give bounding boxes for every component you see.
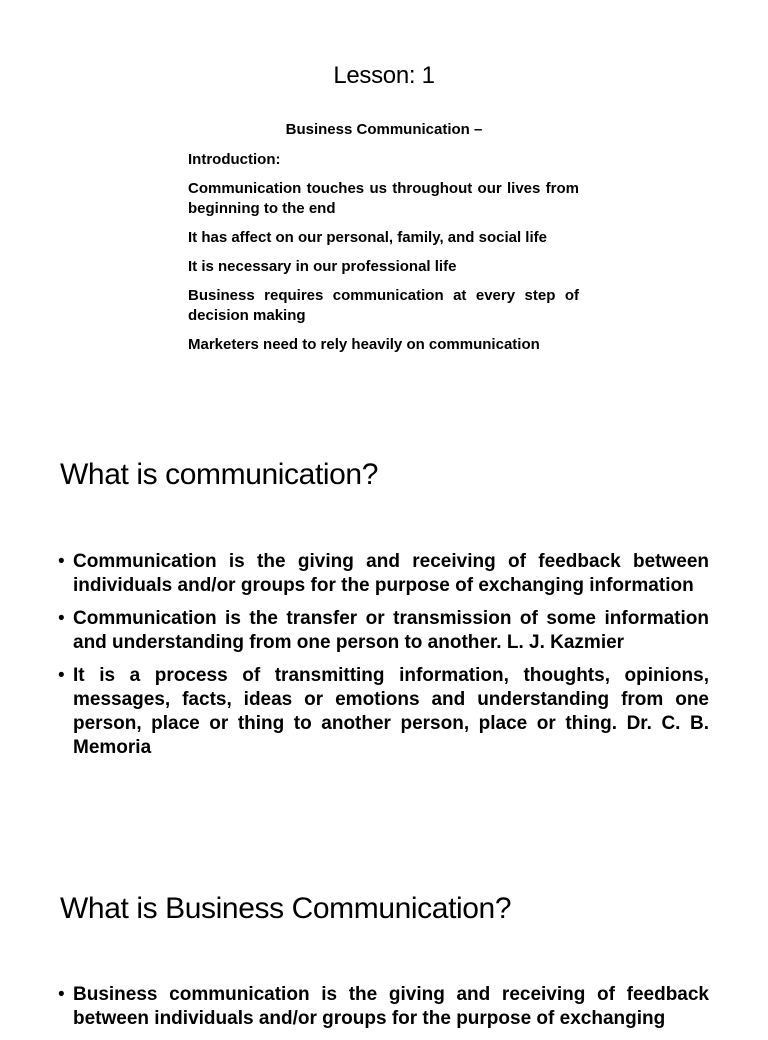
- intro-paragraph: Communication touches us throughout our lives from beginning to the end: [188, 180, 579, 217]
- definition-list: [58, 550, 709, 769]
- bullet-icon: •: [58, 984, 65, 1005]
- bullet-text: It is a process of transmitting information, thoughts, opinions, messages, facts, ideas or emotions and understanding from one person, place or thing to another person, place or thing. Dr. C. B. Memoria: [73, 665, 709, 758]
- slide-heading-what-is-communication: What is communication?: [60, 458, 378, 491]
- slide-subtitle: Business Communication –: [285, 121, 483, 138]
- bullet-icon: •: [58, 608, 65, 629]
- intro-body: [188, 150, 579, 364]
- intro-paragraph: Marketers need to rely heavily on communication: [188, 336, 540, 353]
- slide-lesson-1: [0, 0, 768, 420]
- intro-paragraph: It has affect on our personal, family, and social life: [188, 229, 547, 246]
- bullet-item: [58, 607, 709, 655]
- slide-heading-what-is-business-communication: What is Business Communication?: [60, 892, 512, 925]
- intro-paragraph: Business requires communication at every step of decision making: [188, 287, 579, 324]
- bullet-text: Communication is the transfer or transmission of some information and understanding from one person to another. L. J. Kazmier: [73, 608, 709, 653]
- bullet-icon: •: [58, 551, 65, 572]
- bullet-text: Business communication is the giving and receiving of feedback between individuals and/or groups for the purpose of exchanging: [73, 984, 709, 1029]
- bullet-item: [58, 664, 709, 760]
- bullet-icon: •: [58, 665, 65, 686]
- intro-paragraph: It is necessary in our professional life: [188, 258, 457, 275]
- intro-heading: Introduction:: [188, 151, 281, 168]
- definition-list: [58, 983, 709, 1040]
- bullet-text: Communication is the giving and receiving of feedback between individuals and/or groups for the purpose of exchanging information: [73, 551, 709, 596]
- bullet-item: [58, 550, 709, 598]
- lesson-title: Lesson: 1: [333, 62, 435, 89]
